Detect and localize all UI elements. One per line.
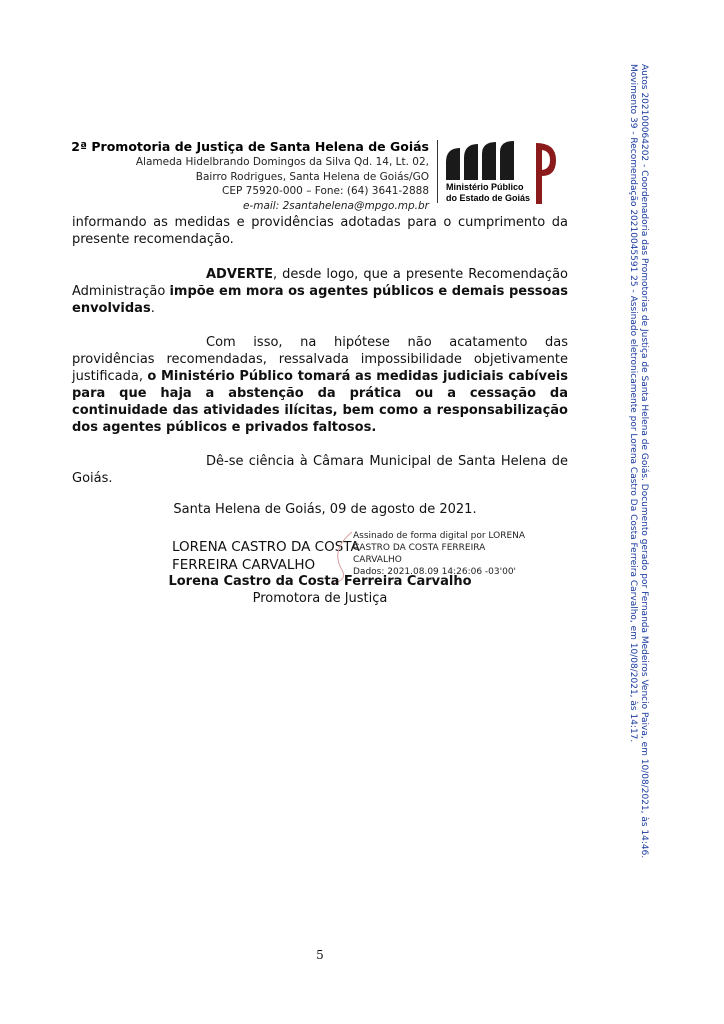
- sig-name-line-1: LORENA CASTRO DA COSTA: [172, 539, 360, 555]
- sig-detail-2: CASTRO DA COSTA FERREIRA: [353, 543, 486, 553]
- logo-caption-line-1: Ministério Público: [446, 182, 524, 192]
- adverte-bold: ADVERTE: [206, 267, 273, 282]
- paragraph-4: Dê-se ciência à Câmara Municipal de Santa Helena de Goiás.: [72, 454, 568, 486]
- logo-caption-line-2: do Estado de Goiás: [446, 192, 531, 203]
- sig-name-line-2: FERREIRA CARVALHO: [172, 557, 316, 573]
- side-annotation: [627, 64, 649, 859]
- p3-bold: o Ministério Público tomará as medidas judiciais cabíveis para que haja a abstenção da prática ou a cessação da continuidade das atividades ilícitas, bem como a responsabilização dos agentes públicos e privados faltosos.: [72, 369, 568, 435]
- digital-signature-details: [353, 530, 525, 578]
- sig-detail-3: CARVALHO: [353, 555, 402, 565]
- address-line-2: Bairro Rodrigues, Santa Helena de Goiás/GO: [195, 170, 429, 183]
- promotoria-name: 2ª Promotoria de Justiça de Santa Helena de Goiás: [71, 139, 429, 154]
- letterhead-text: [71, 138, 429, 213]
- sig-detail-4: Dados: 2021.08.09 14:26:06 -03'00': [353, 567, 517, 577]
- signatory-role: Promotora de Justiça: [252, 591, 388, 606]
- p2-text-1: , desde logo, que a presente Recomendação Administração: [72, 267, 568, 299]
- letterhead-divider: [437, 140, 438, 203]
- page-number: 5: [316, 948, 324, 962]
- logo-caption: [446, 182, 530, 203]
- p2-text-2: .: [150, 301, 155, 316]
- signatory-name: Lorena Castro da Costa Ferreira Carvalho: [168, 574, 472, 589]
- date-line: Santa Helena de Goiás, 09 de agosto de 2021.: [173, 502, 477, 517]
- paragraph-1: informando as medidas e providências adotadas para o cumprimento da presente recomendação.: [72, 215, 568, 247]
- paragraph-3: [72, 334, 568, 436]
- cep-phone: CEP 75920-000 – Fone: (64) 3641-2888: [222, 185, 429, 197]
- paragraph-2: [72, 266, 568, 317]
- sig-detail-1: Assinado de forma digital por LORENA: [353, 531, 526, 541]
- email-line: e-mail: 2santahelena@mpgo.mp.br: [242, 199, 429, 212]
- p2-bold-2: impõe em mora os agentes públicos e demais pessoas envolvidas: [72, 284, 568, 316]
- side-annotation-line-2: Movimento 39 - Recomendação 20210045591 25 - Assinado eletronicamente por Lorena Castro Da Costa Ferreira Carvalho, em 10/08/2021, às 14:17.: [628, 64, 638, 743]
- address-line-1: Alameda Hidelbrando Domingos da Silva Qd. 14, Lt. 02,: [135, 156, 429, 168]
- signatory: [72, 573, 568, 607]
- p3-text-1: Com isso, na hipótese não acatamento das providências recomendadas, ressalvada impossibilidade objetivamente justificada,: [72, 335, 568, 384]
- side-annotation-line-1: Autos 202100064202 - Coordenadoria das Promotorias de Justiça de Santa Helena de Goiás. Documento gerado por Fernanda Medeiros Vencio Paiva, em 10/08/2021, às 14:46.: [639, 64, 649, 859]
